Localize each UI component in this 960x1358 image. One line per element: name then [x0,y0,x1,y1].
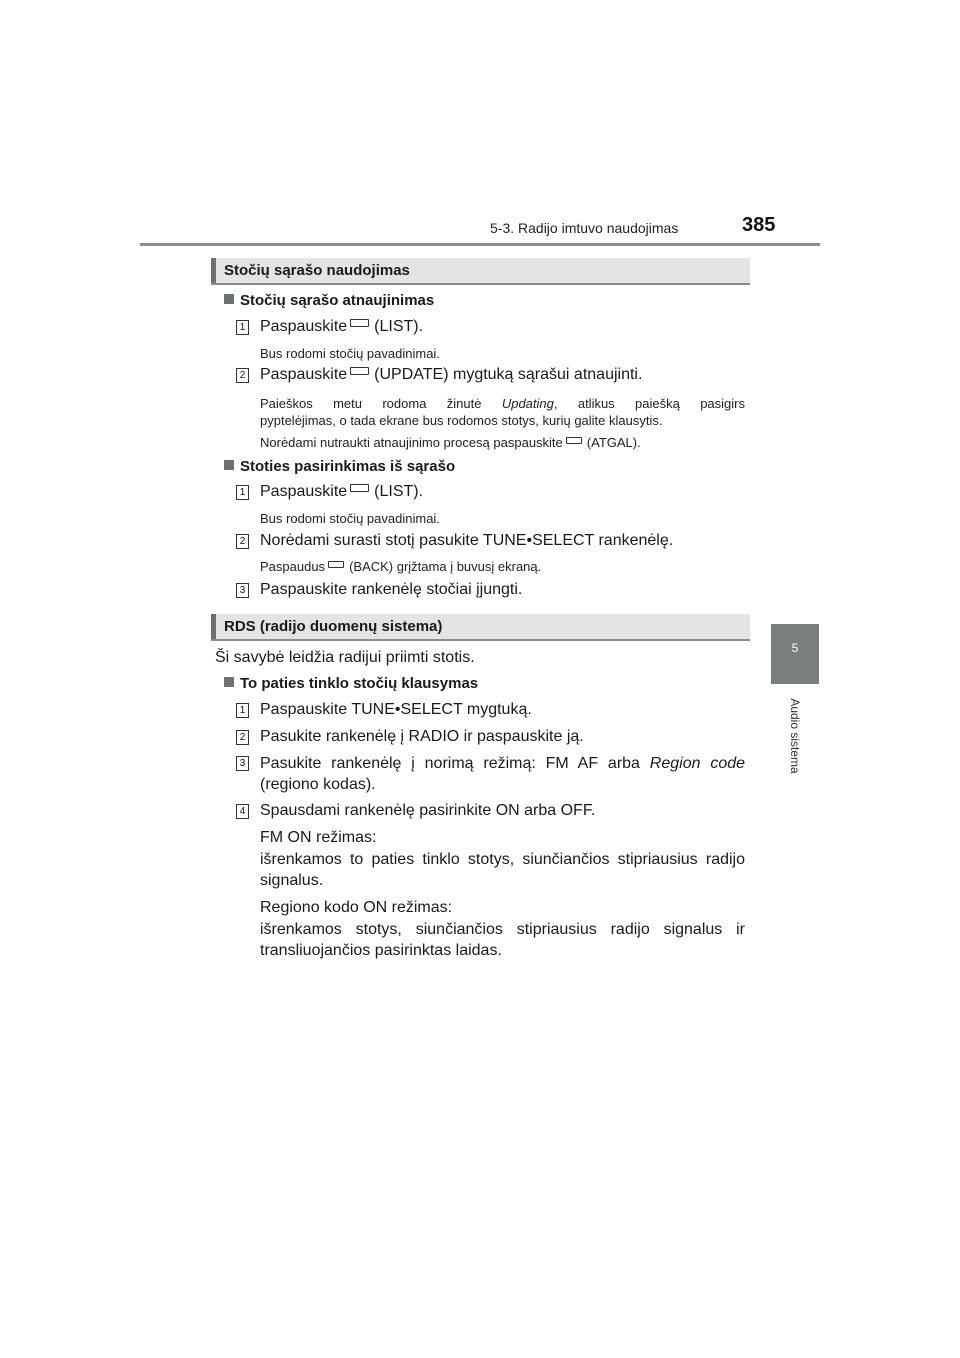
step-text: Spausdami rankenėlę pasirinkite ON arba OFF. [260,802,596,819]
step-text: Paspauskite (LIST). [260,483,424,500]
step-number: 2 [236,368,249,383]
step-number: 1 [236,703,249,718]
step-text: Paspauskite rankenėlę stočiai įjungti. [260,581,523,598]
step-text: Pasukite rankenėlę į norimą režimą: FM AF arba Region code [260,755,746,772]
section-accent [211,614,216,639]
section-header-station-list [211,258,750,285]
subheading-select-from-list: Stoties pasirinkimas iš sąrašo [224,458,455,475]
subheading-same-network: To paties tinklo stočių klausymas [224,675,478,692]
chapter-tab-label: Audio sistema [788,698,802,774]
step-note: Bus rodomi stočių pavadinimai. [260,511,440,526]
page-number: 385 [742,214,776,236]
step-number: 2 [236,534,249,549]
step-note: pyptelėjimas, o tada ekrane bus rodomos stotys, kurių galite klausytis. [260,413,663,428]
section-title: RDS (radijo duomenų sistema) [224,618,443,635]
step-number: 1 [236,485,249,500]
square-bullet-icon [224,460,234,470]
step-number: 3 [236,756,249,771]
mode-label-region: Regiono kodo ON režimas: [260,899,453,916]
step-number: 4 [236,804,249,819]
step-note: Paspaudus (BACK) grįžtama į buvusį ekraną. [260,559,542,574]
chapter-tab-number: 5 [791,641,799,655]
step-number: 1 [236,320,249,335]
mode-desc-fm: išrenkamos to paties tinklo stotys, siunčiančios stipriausius radijo [260,851,745,868]
step-note: Paieškos metu rodoma žinutė Updating, atlikus paiešką pasigirs [260,396,745,411]
subheading-list-update: Stočių sąrašo atnaujinimas [224,292,434,309]
step-text: Paspauskite (LIST). [260,318,424,335]
step-note: Norėdami nutraukti atnaujinimo procesą paspauskite (ATGAL). [260,435,641,450]
section-accent [211,258,216,283]
section-intro: Ši savybė leidžia radijui priimti stotis. [215,649,475,666]
section-header-rds [211,614,750,641]
section-title: Stočių sąrašo naudojimas [224,262,410,279]
button-icon [350,484,369,492]
button-icon [350,319,369,327]
running-header-section: 5-3. Radijo imtuvo naudojimas [490,220,679,236]
step-number: 3 [236,583,249,598]
button-icon [350,367,369,375]
step-text-continuation: (regiono kodas). [260,776,376,793]
step-note: Bus rodomi stočių pavadinimai. [260,346,440,361]
square-bullet-icon [224,294,234,304]
step-text: Paspauskite (UPDATE) mygtuką sąrašui atnaujinti. [260,366,643,383]
step-number: 2 [236,730,249,745]
button-icon [566,437,582,444]
mode-label-fm: FM ON režimas: [260,829,377,846]
mode-desc-region: išrenkamos stotys, siunčiančios stipriausius radijo signalus ir [260,921,745,938]
button-icon [328,561,344,568]
header-rule [140,243,820,246]
mode-desc-fm-cont: signalus. [260,872,324,889]
mode-desc-region-cont: transliuojančios pasirinktas laidas. [260,942,502,959]
step-text: Pasukite rankenėlę į RADIO ir paspauskite ją. [260,728,584,745]
step-text: Paspauskite TUNE•SELECT mygtuką. [260,701,532,718]
step-text: Norėdami surasti stotį pasukite TUNE•SELECT rankenėlę. [260,532,674,549]
square-bullet-icon [224,677,234,687]
